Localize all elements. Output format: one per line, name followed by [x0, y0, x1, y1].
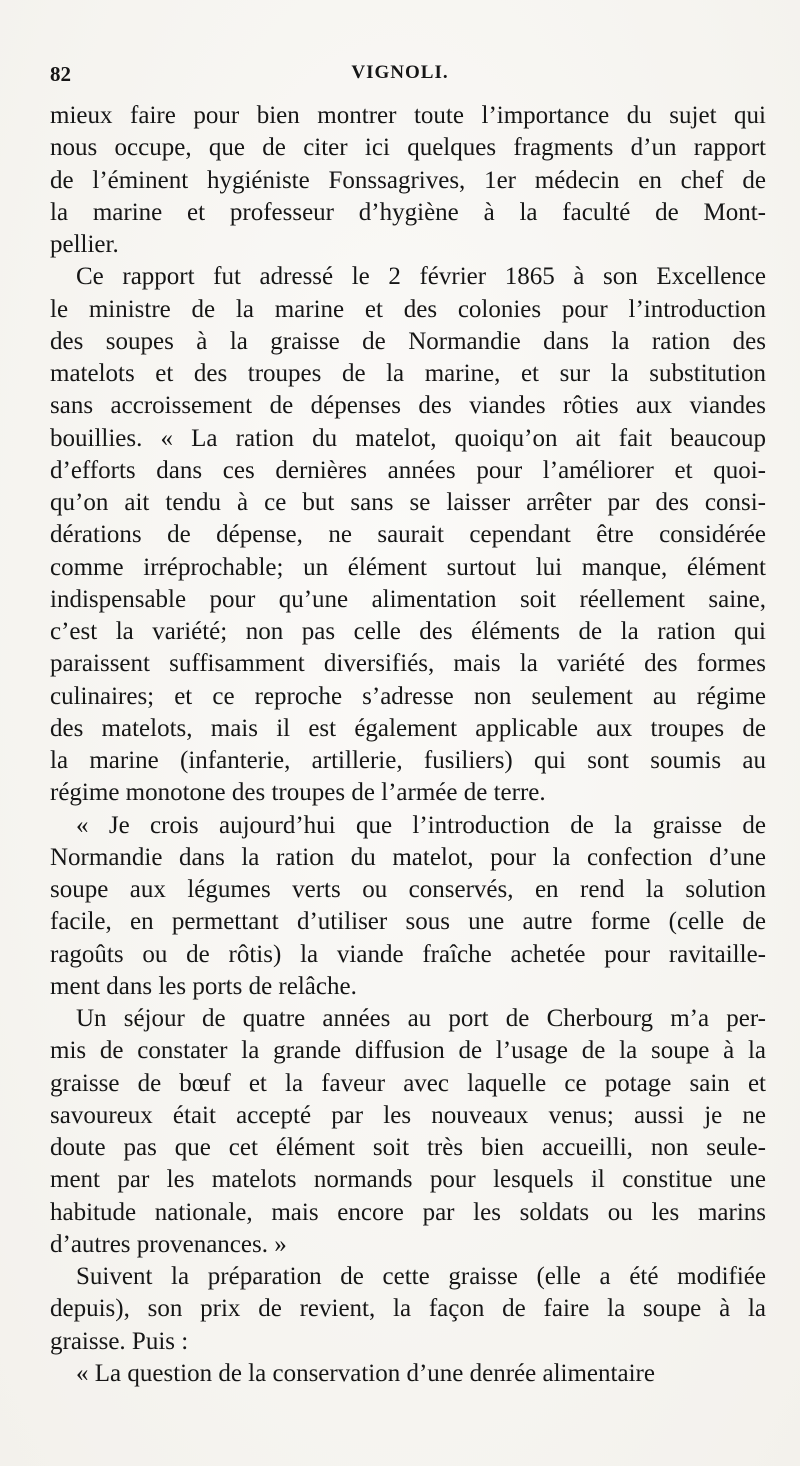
text-line: pellier. — [50, 231, 119, 258]
text-line: la marine (infanterie, artillerie, fusiliers) qui sont soumis au — [50, 747, 766, 774]
text-line: « Je crois aujourd’hui que l’introduction de la graisse de — [76, 811, 766, 839]
text-line: Normandie dans la ration du matelot, pour la confection d’une — [50, 843, 766, 871]
text-line: d’autres provenances. » — [50, 1230, 287, 1258]
text-line: d’efforts dans ces dernières années pour l’améliorer et quoi- — [50, 456, 766, 484]
text-line: depuis), son prix de revient, la façon de faire la soupe à la — [50, 1295, 766, 1323]
text-line: bouillies. « La ration du matelot, quoiqu’on ait fait beaucoup — [50, 424, 766, 452]
text-line: ragoûts ou de rôtis) la viande fraîche achetée pour ravitaille- — [50, 940, 766, 968]
paragraph — [50, 261, 766, 809]
body-text — [50, 100, 766, 1390]
text-line: mis de constater la grande diffusion de l’usage de la soupe à la — [50, 1037, 766, 1065]
paragraph — [50, 1261, 766, 1358]
text-line: graisse. Puis : — [50, 1327, 189, 1355]
text-line: sans accroissement de dépenses des viandes rôties aux viandes — [50, 392, 766, 420]
text-line: le ministre de la marine et des colonies pour l’introduction — [50, 295, 766, 323]
text-line: la marine et professeur d’hygiène à la faculté de Mont- — [50, 198, 766, 226]
text-line: des matelots, mais il est également applicable aux troupes de — [50, 714, 766, 742]
text-line: Ce rapport fut adressé le 2 février 1865 à son Excellence — [76, 263, 766, 291]
text-line: mieux faire pour bien montrer toute l’importance du sujet qui — [50, 102, 766, 129]
text-line: habitude nationale, mais encore par les soldats ou les marins — [50, 1198, 766, 1226]
page-header — [50, 62, 750, 94]
running-head: VIGNOLI. — [351, 62, 449, 83]
text-line: paraissent suffisamment diversifiés, mais la variété des formes — [50, 650, 766, 678]
paragraph — [50, 1358, 766, 1390]
text-line: soupe aux légumes verts ou conservés, en rend la solution — [50, 876, 766, 903]
text-line: Suivent la préparation de cette graisse (elle a été modifiée — [76, 1263, 766, 1290]
text-line: comme irréprochable; un élément surtout lui manque, élément — [50, 553, 766, 581]
text-line: ment par les matelots normands pour lesquels il constitue une — [50, 1166, 766, 1194]
page-number: 82 — [50, 62, 71, 86]
paragraph — [50, 100, 766, 261]
text-line: c’est la variété; non pas celle des éléments de la ration qui — [50, 618, 766, 645]
text-line: matelots et des troupes de la marine, et sur la substitution — [50, 360, 766, 387]
text-line: des soupes à la graisse de Normandie dans la ration des — [50, 327, 766, 355]
text-line: dérations de dépense, ne saurait cependant être considérée — [50, 521, 766, 549]
text-line: Un séjour de quatre années au port de Cherbourg m’a per- — [76, 1005, 766, 1032]
paragraph — [50, 1003, 766, 1261]
text-line: ment dans les ports de relâche. — [50, 972, 357, 1000]
text-line: graisse de bœuf et la faveur avec laquelle ce potage sain et — [50, 1069, 766, 1097]
text-line: « La question de la conservation d’une denrée alimentaire — [76, 1359, 655, 1387]
text-line: savoureux était accepté par les nouveaux venus; aussi je ne — [50, 1101, 766, 1129]
paragraph — [50, 810, 766, 1004]
text-line: culinaires; et ce reproche s’adresse non seulement au régime — [50, 682, 766, 710]
text-line: de l’éminent hygiéniste Fonssagrives, 1er médecin en chef de — [50, 166, 766, 194]
text-line: nous occupe, que de citer ici quelques fragments d’un rapport — [50, 134, 766, 162]
text-line: qu’on ait tendu à ce but sans se laisser arrêter par des consi- — [50, 489, 766, 516]
text-line: doute pas que cet élément soit très bien accueilli, non seule- — [50, 1134, 766, 1161]
text-line: facile, en permettant d’utiliser sous une autre forme (celle de — [50, 908, 766, 936]
text-line: indispensable pour qu’une alimentation soit réellement saine, — [50, 585, 766, 613]
text-line: régime monotone des troupes de l’armée de terre. — [50, 779, 546, 807]
